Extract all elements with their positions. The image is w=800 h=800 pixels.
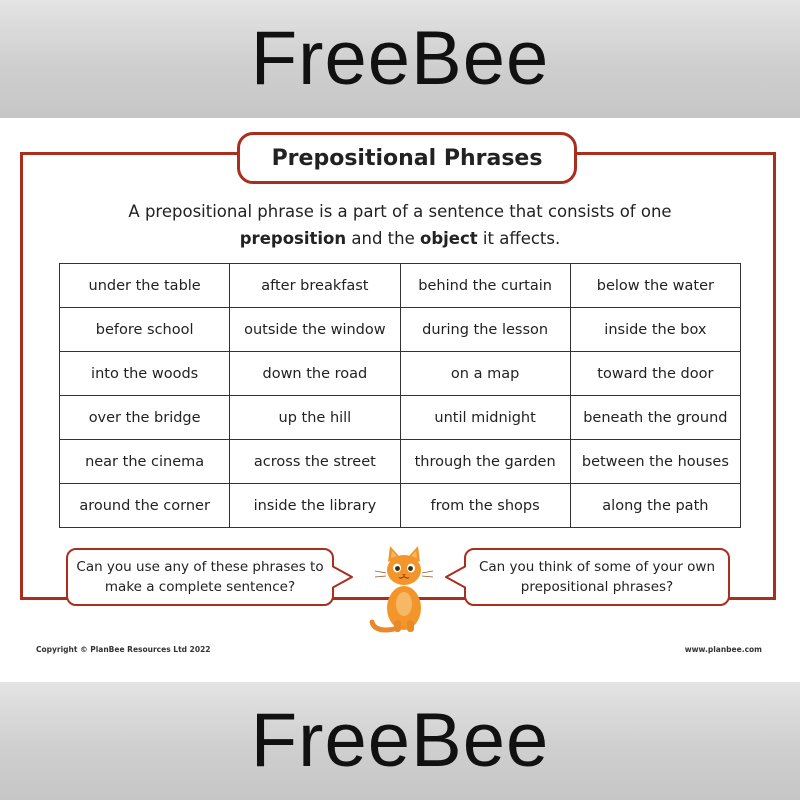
bubble-right-line-1: Can you think of some of your own [478,559,716,575]
phrase-cell: below the water [570,264,740,308]
phrase-cell: across the street [230,440,400,484]
bubble-right-line-2: prepositional phrases? [520,579,674,595]
page-title: Prepositional Phrases [271,145,543,171]
phrase-cell: inside the library [230,484,400,528]
intro-joiner: and the [346,229,420,248]
speech-bubble-right [464,548,730,606]
phrase-cell: inside the box [570,308,740,352]
speech-bubble-left-tail [332,564,354,590]
intro-ending: it affects. [477,229,561,248]
phrase-cell: between the houses [570,440,740,484]
bottom-banner [0,682,800,800]
phrase-cell: up the hill [230,396,400,440]
phrase-cell: outside the window [230,308,400,352]
table-row [60,352,741,396]
phrase-cell: on a map [400,352,570,396]
copyright-text: Copyright © PlanBee Resources Ltd 2022 [36,645,211,654]
top-banner-text: FreeBee [250,16,550,101]
bubble-left-line-2: make a complete sentence? [104,579,296,595]
table-row [60,484,741,528]
phrase-cell: through the garden [400,440,570,484]
phrase-cell: until midnight [400,396,570,440]
intro-line-1: A prepositional phrase is a part of a sentence that consists of one [128,202,672,221]
phrase-cell: along the path [570,484,740,528]
phrase-cell: down the road [230,352,400,396]
table-row [60,396,741,440]
phrase-table [59,263,741,528]
cat-icon [368,542,438,636]
bottom-banner-text: FreeBee [250,698,550,783]
table-row [60,440,741,484]
phrase-cell: under the table [60,264,230,308]
speech-bubble-left [66,548,334,606]
phrase-cell: during the lesson [400,308,570,352]
worksheet [0,118,800,682]
top-banner [0,0,800,118]
phrase-cell: near the cinema [60,440,230,484]
table-row [60,264,741,308]
intro-line-2 [60,225,740,252]
phrase-cell: beneath the ground [570,396,740,440]
website-text: www.planbee.com [684,645,762,654]
intro-bold-preposition: preposition [239,229,347,248]
intro-text [60,198,740,252]
title-box [237,132,577,184]
phrase-cell: around the corner [60,484,230,528]
phrase-cell: before school [60,308,230,352]
bubble-left-line-1: Can you use any of these phrases to [76,559,324,575]
speech-bubble-right-tail [444,564,466,590]
phrase-cell: toward the door [570,352,740,396]
phrase-cell: into the woods [60,352,230,396]
phrase-cell: after breakfast [230,264,400,308]
phrase-cell: behind the curtain [400,264,570,308]
intro-bold-object: object [420,229,478,248]
table-row [60,308,741,352]
phrase-cell: from the shops [400,484,570,528]
phrase-cell: over the bridge [60,396,230,440]
